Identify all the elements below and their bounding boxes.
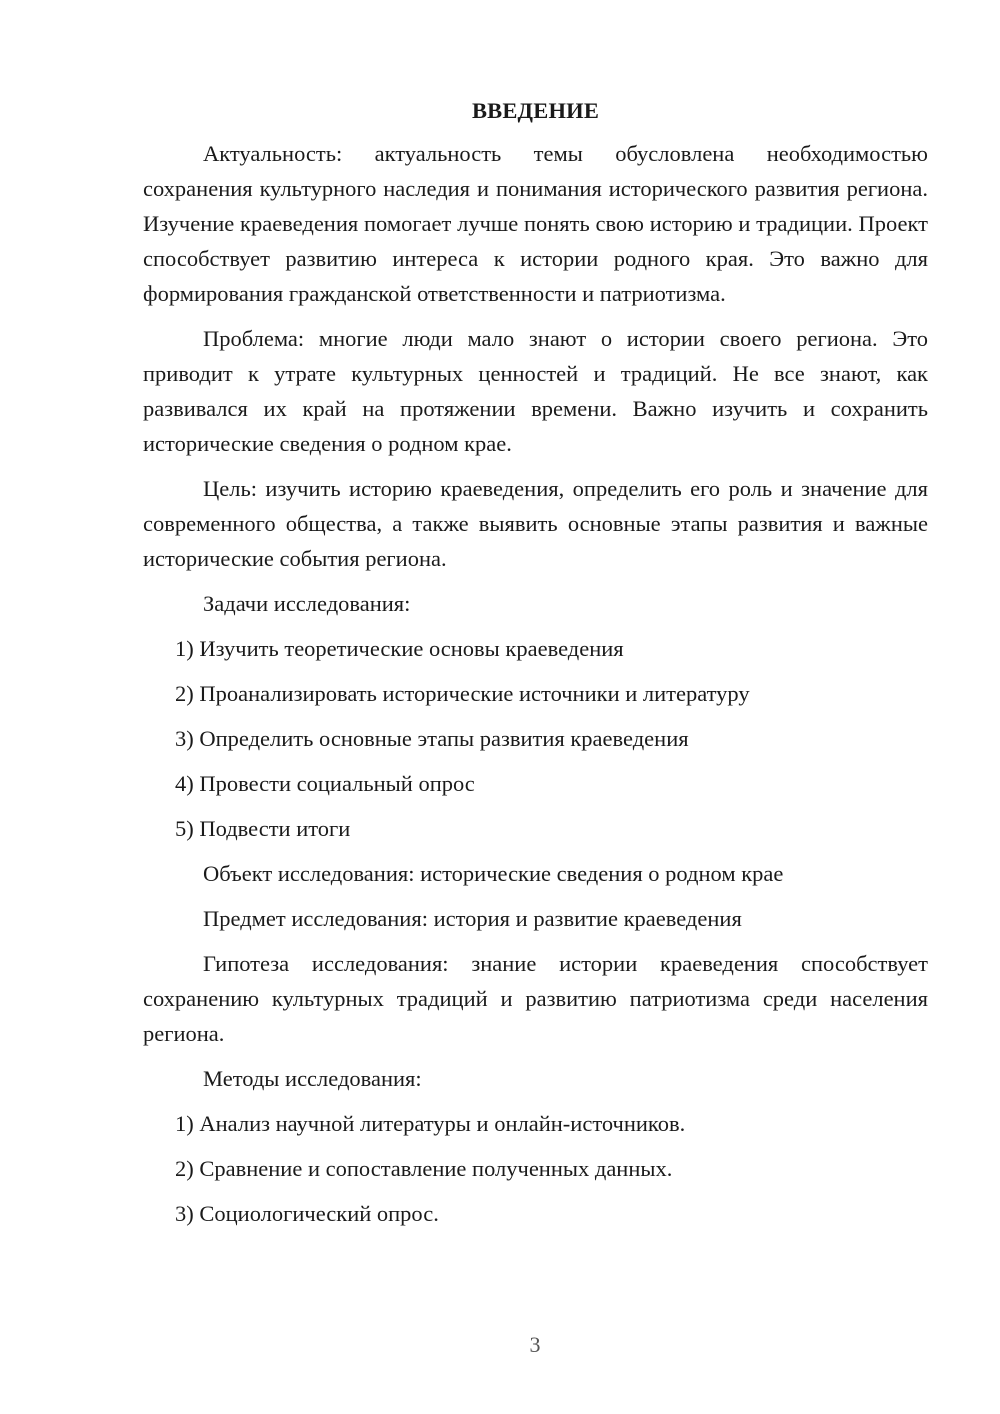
goal-paragraph: Цель: изучить историю краеведения, определить его роль и значение для современного общества, а также выявить основные этапы развития и важные исторические события региона. bbox=[143, 476, 928, 571]
problem-paragraph: Проблема: многие люди мало знают о истории своего региона. Это приводит к утрате культурных ценностей и традиций. Не все знают, как развивался их край на протяжении времени. Важно изучить и сохранить исторические сведения о родном крае. bbox=[143, 326, 928, 456]
page-number: 3 bbox=[529, 1332, 541, 1357]
document-body bbox=[143, 93, 928, 1241]
task-item: 2) Проанализировать исторические источники и литературу bbox=[175, 681, 750, 706]
section-heading: ВВЕДЕНИЕ bbox=[471, 98, 600, 123]
methods-title: Методы исследования: bbox=[203, 1066, 422, 1091]
object-line: Объект исследования: исторические сведения о родном крае bbox=[203, 861, 784, 886]
task-item: 3) Определить основные этапы развития краеведения bbox=[175, 726, 689, 751]
method-item: 2) Сравнение и сопоставление полученных данных. bbox=[175, 1156, 673, 1181]
task-item: 5) Подвести итоги bbox=[175, 816, 351, 841]
method-item: 3) Социологический опрос. bbox=[175, 1201, 439, 1226]
tasks-title: Задачи исследования: bbox=[203, 591, 411, 616]
method-item: 1) Анализ научной литературы и онлайн-источников. bbox=[175, 1111, 686, 1136]
task-item: 1) Изучить теоретические основы краеведения bbox=[175, 636, 624, 661]
subject-line: Предмет исследования: история и развитие краеведения bbox=[203, 906, 742, 931]
task-item: 4) Провести социальный опрос bbox=[175, 771, 475, 796]
relevance-paragraph: Актуальность: актуальность темы обусловлена необходимостью сохранения культурного наследия и понимания исторического развития региона. Изучение краеведения помогает лучше понять свою историю и традиции. Проект способствует развитию интереса к истории родного края. Это важно для формирования гражданской ответственности и патриотизма. bbox=[143, 141, 928, 306]
hypothesis-paragraph: Гипотеза исследования: знание истории краеведения способствует сохранению культурных традиций и развитию патриотизма среди населения региона. bbox=[143, 951, 928, 1046]
